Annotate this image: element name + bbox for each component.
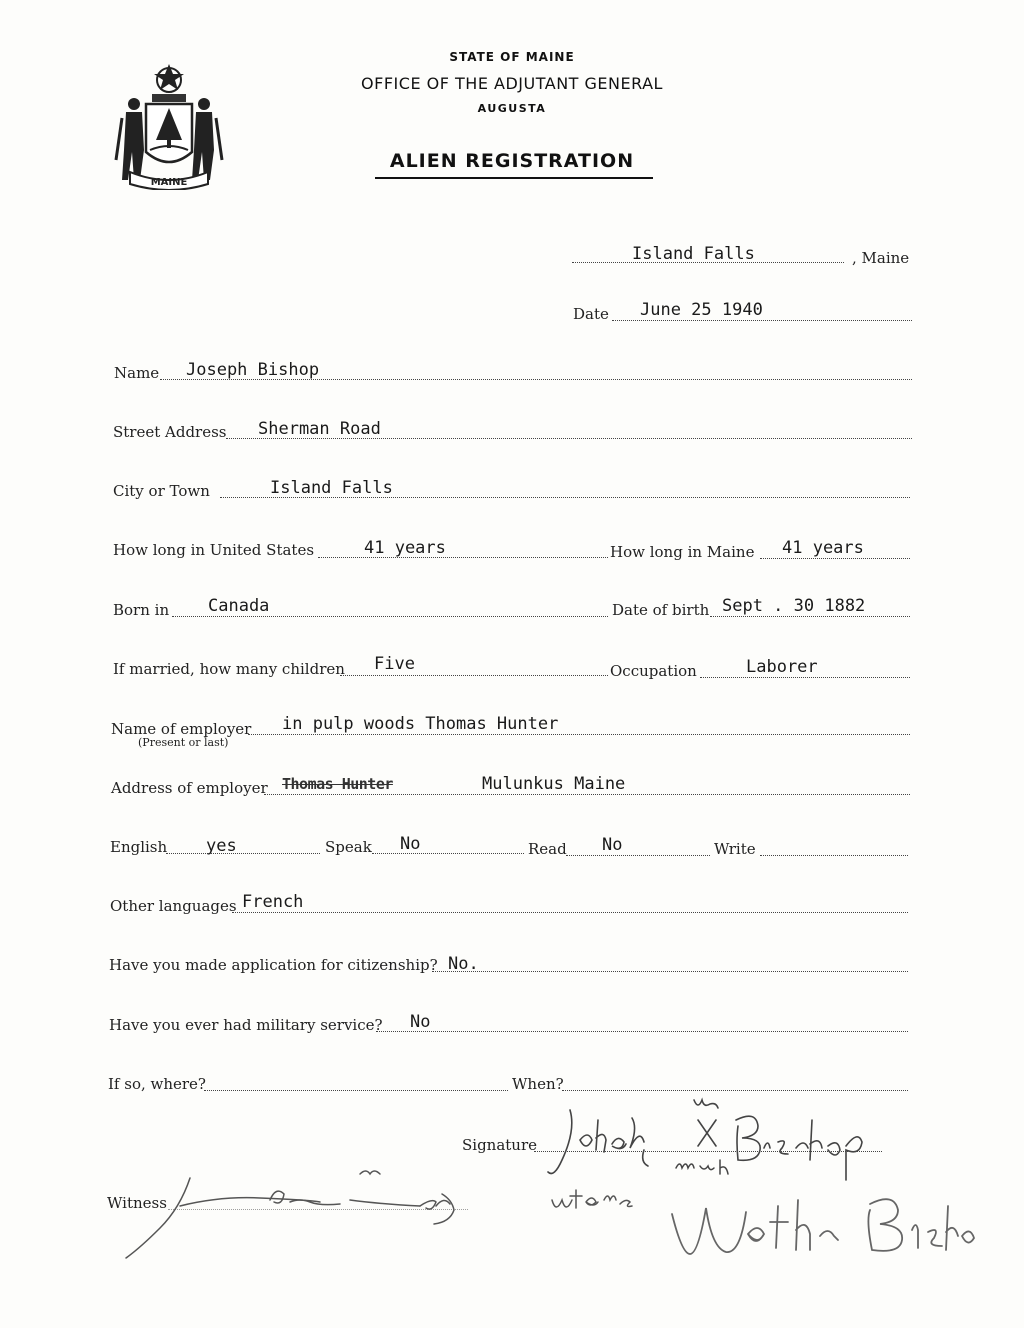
town-value: Island Falls (632, 244, 755, 264)
witness-label: Witness (107, 1194, 167, 1212)
how-long-us-line (318, 557, 608, 558)
citizenship-value: No. (448, 954, 479, 974)
read-value: No (602, 835, 623, 855)
citizenship-line (432, 971, 908, 972)
where-label: If so, where? (108, 1075, 206, 1093)
employer-sublabel: (Present or last) (138, 736, 229, 749)
occupation-line (700, 677, 910, 678)
date-label: Date (573, 305, 609, 323)
title-underline (375, 177, 653, 179)
seal-banner-text: MAINE (150, 177, 188, 188)
other-languages-label: Other languages (110, 897, 237, 915)
date-value: June 25 1940 (640, 300, 763, 320)
speak-value: No (400, 834, 421, 854)
witness-signature-left (120, 1150, 490, 1260)
born-in-value: Canada (208, 596, 270, 616)
military-line (376, 1031, 908, 1032)
english-value: yes (206, 836, 237, 856)
speak-label: Speak (325, 838, 372, 856)
other-languages-line (232, 912, 908, 913)
form-title: ALIEN REGISTRATION (389, 150, 635, 172)
english-line (166, 853, 320, 854)
employer-value: in pulp woods Thomas Hunter (282, 714, 559, 734)
how-long-us-value: 41 years (364, 538, 446, 558)
how-long-us-label: How long in United States (113, 541, 315, 559)
where-line (204, 1090, 508, 1091)
maine-label: , Maine (852, 249, 910, 267)
employer-line (248, 734, 910, 735)
date-of-birth-line (710, 616, 910, 617)
speak-line (372, 853, 524, 854)
military-value: No (410, 1012, 431, 1032)
citizenship-label: Have you made application for citizenship? (109, 956, 438, 974)
how-long-maine-line (760, 558, 910, 559)
how-long-maine-label: How long in Maine (610, 543, 755, 561)
date-of-birth-value: Sept . 30 1882 (722, 596, 866, 616)
name-label: Name (114, 364, 160, 382)
employer-address-line (264, 794, 910, 795)
city-label: City or Town (113, 482, 210, 500)
witness-signature-right (548, 1170, 988, 1270)
state-heading: STATE OF MAINE (449, 50, 575, 64)
write-line (760, 855, 908, 856)
born-in-line (172, 616, 608, 617)
signature-label: Signature (462, 1136, 538, 1154)
employer-address-struck (282, 775, 393, 793)
employer-address-value: Mulunkus Maine (482, 774, 626, 794)
date-line (612, 320, 912, 321)
other-languages-value: French (242, 892, 304, 912)
born-in-label: Born in (113, 601, 170, 619)
children-value: Five (374, 654, 415, 674)
military-label: Have you ever had military service? (109, 1016, 383, 1034)
english-label: English (110, 838, 168, 856)
how-long-maine-value: 41 years (782, 538, 864, 558)
street-address-value: Sherman Road (258, 419, 381, 439)
when-label: When? (512, 1075, 564, 1093)
children-label: If married, how many children (113, 660, 345, 678)
employer-address-struck-text: Thomas Hunter (282, 775, 393, 793)
read-label: Read (528, 840, 567, 858)
office-heading: OFFICE OF THE ADJUTANT GENERAL (361, 74, 663, 93)
read-line (566, 855, 710, 856)
employer-address-label: Address of employer (111, 779, 268, 797)
occupation-value: Laborer (746, 657, 818, 677)
name-value: Joseph Bishop (186, 360, 320, 380)
date-of-birth-label: Date of birth (612, 601, 710, 619)
children-line (340, 675, 608, 676)
occupation-label: Occupation (610, 662, 697, 680)
employer-label: Name of employer (111, 720, 252, 738)
city-heading: AUGUSTA (477, 102, 547, 115)
street-address-label: Street Address (113, 423, 227, 441)
city-value: Island Falls (270, 478, 393, 498)
write-label: Write (714, 840, 756, 858)
